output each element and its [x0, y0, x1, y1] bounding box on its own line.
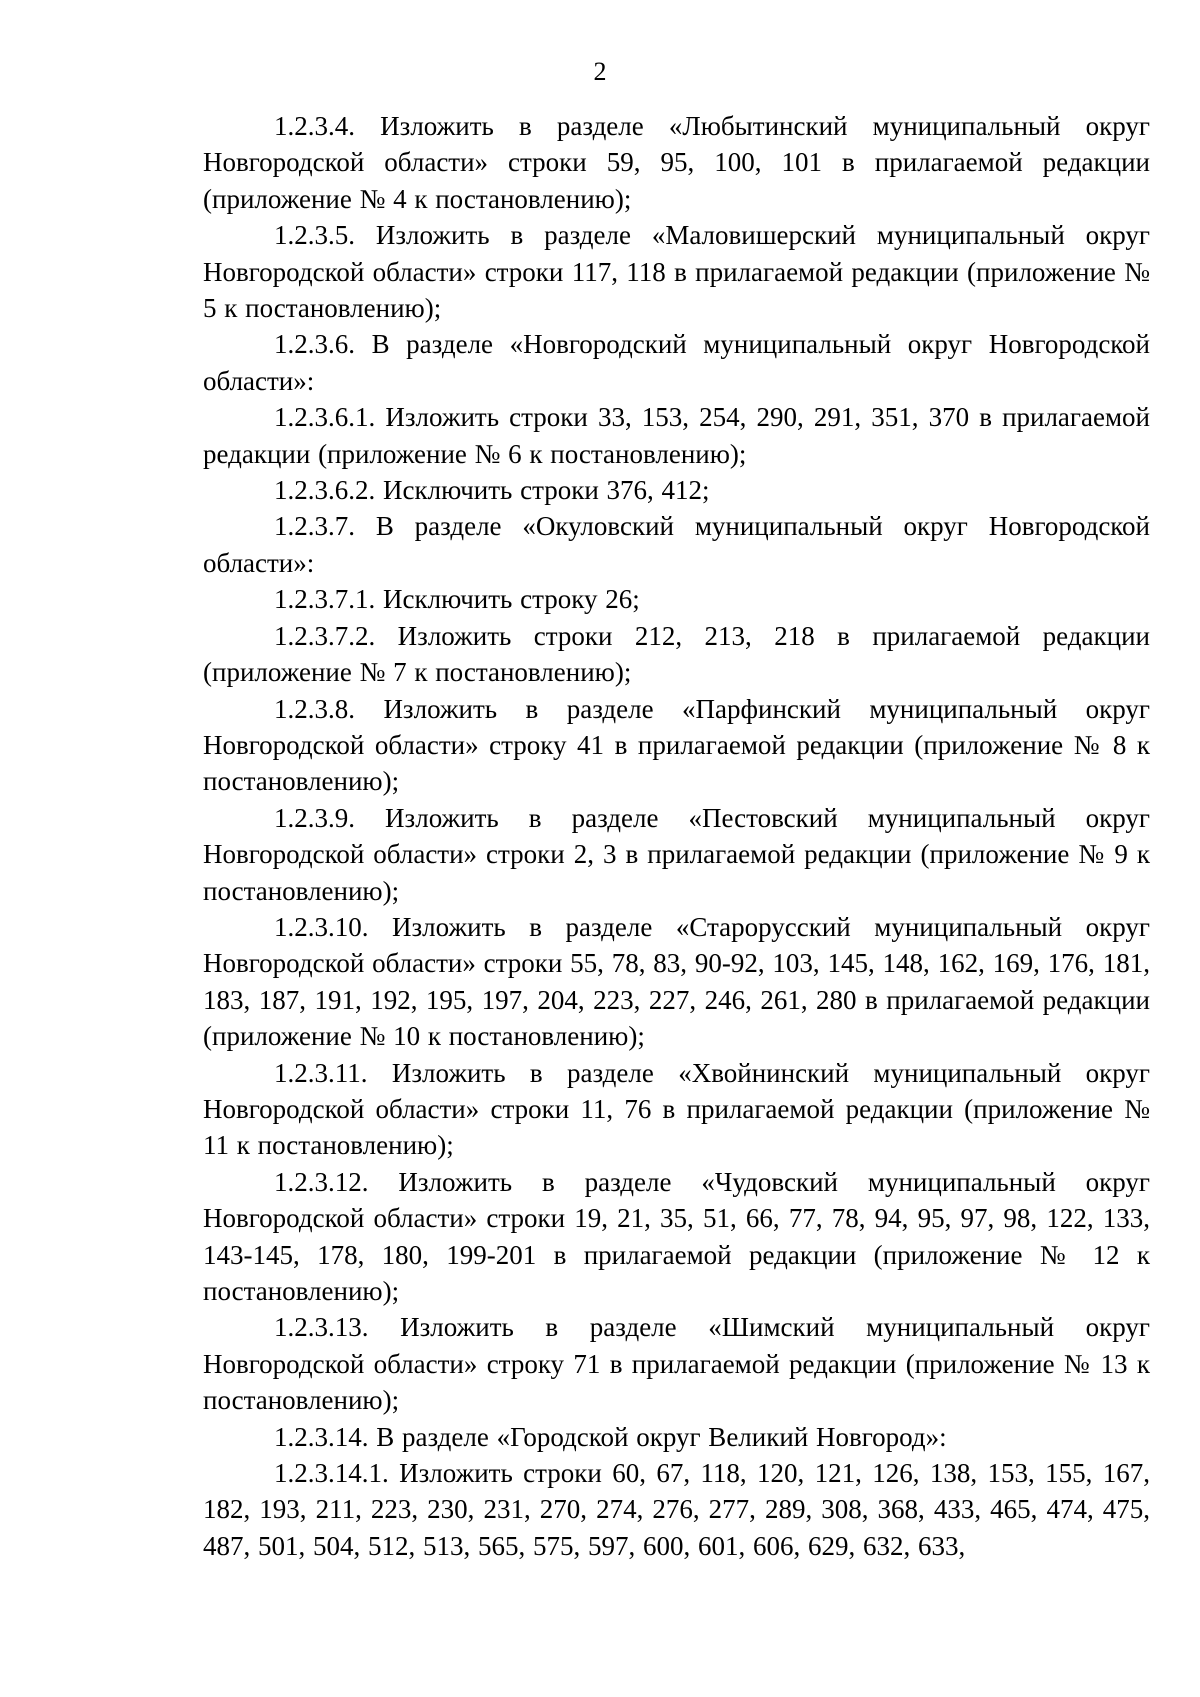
paragraph-1-2-3-12: 1.2.3.12. Изложить в разделе «Чудовский муниципальный округ Новгородской области» строки 19, 21, 35, 51, 66, 77, 78, 94, 95, 97, 98, 122, 133, 143-145, 178, 180, 199-201 в прилагаемой редакции (приложение № 12 к постановлению);	[203, 1166, 1150, 1306]
paragraph-1-2-3-9: 1.2.3.9. Изложить в разделе «Пестовский муниципальный округ Новгородской области» строки 2, 3 в прилагаемой редакции (приложение № 9 к постановлению);	[203, 802, 1150, 906]
paragraph-1-2-3-14: 1.2.3.14. В разделе «Городской округ Великий Новгород»:	[274, 1421, 947, 1452]
page-number: 2	[593, 57, 607, 86]
paragraph-1-2-3-14-1: 1.2.3.14.1. Изложить строки 60, 67, 118, 120, 121, 126, 138, 153, 155, 167, 182, 193, 211, 223, 230, 231, 270, 274, 276, 277, 289, 308, 368, 433, 465, 474, 475, 487, 501, 504, 512, 513, 565, 575, 597, 600, 601, 606, 629, 632, 633,	[203, 1458, 1150, 1561]
paragraph-1-2-3-6-1: 1.2.3.6.1. Изложить строки 33, 153, 254, 290, 291, 351, 370 в прилагаемой редакции (приложение № 6 к постановлению);	[203, 402, 1150, 469]
document-body	[203, 108, 1150, 1564]
paragraph-1-2-3-11: 1.2.3.11. Изложить в разделе «Хвойнинский муниципальный округ Новгородской области» строки 11, 76 в прилагаемой редакции (приложение № 11 к постановлению);	[203, 1057, 1150, 1161]
paragraph-1-2-3-7-1: 1.2.3.7.1. Исключить строку 26;	[274, 584, 640, 615]
paragraph-1-2-3-10: 1.2.3.10. Изложить в разделе «Старорусский муниципальный округ Новгородской области» строки 55, 78, 83, 90-92, 103, 145, 148, 162, 169, 176, 181, 183, 187, 191, 192, 195, 197, 204, 223, 227, 246, 261, 280 в прилагаемой редакции (приложение № 10 к постановлению);	[203, 911, 1150, 1052]
paragraph-1-2-3-7: 1.2.3.7. В разделе «Окуловский муниципальный округ Новгородской области»:	[203, 511, 1150, 578]
paragraph-1-2-3-7-2: 1.2.3.7.2. Изложить строки 212, 213, 218 в прилагаемой редакции (приложение № 7 к постановлению);	[203, 620, 1150, 688]
paragraph-1-2-3-6: 1.2.3.6. В разделе «Новгородский муниципальный округ Новгородской области»:	[203, 329, 1150, 396]
paragraph-1-2-3-8: 1.2.3.8. Изложить в разделе «Парфинский муниципальный округ Новгородской области» строку 41 в прилагаемой редакции (приложение № 8 к постановлению);	[203, 693, 1150, 797]
paragraph-1-2-3-6-2: 1.2.3.6.2. Исключить строки 376, 412;	[274, 475, 710, 506]
paragraph-1-2-3-4: 1.2.3.4. Изложить в разделе «Любытинский муниципальный округ Новгородской области» строки 59, 95, 100, 101 в прилагаемой редакции (приложение № 4 к постановлению);	[203, 111, 1150, 214]
paragraph-1-2-3-5: 1.2.3.5. Изложить в разделе «Маловишерский муниципальный округ Новгородской области» строки 117, 118 в прилагаемой редакции (приложение № 5 к постановлению);	[203, 220, 1150, 324]
paragraph-1-2-3-13: 1.2.3.13. Изложить в разделе «Шимский муниципальный округ Новгородской области» строку 71 в прилагаемой редакции (приложение № 13 к постановлению);	[203, 1312, 1150, 1416]
